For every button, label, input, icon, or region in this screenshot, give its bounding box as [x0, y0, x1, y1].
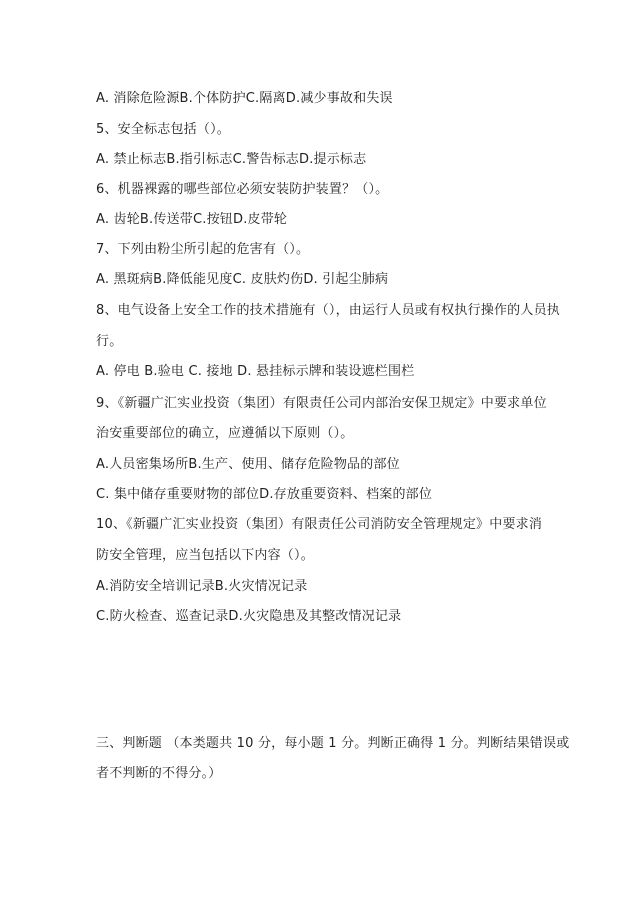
section-heading-true-false: 三、判断题 （本类题共 10 分，每小题 1 分。判断正确得 1 分。判断结果错误或	[96, 736, 570, 751]
question-7: 7、下列由粉尘所引起的危害有（）。	[96, 242, 310, 257]
option-line-q4: A. 消除危险源B.个体防护C.隔离D.减少事故和失误	[96, 91, 393, 106]
question-10-continued: 防安全管理，应当包括以下内容（）。	[96, 548, 314, 563]
question-8-continued: 行。	[96, 334, 123, 349]
option-line-q7: A. 黑斑病B.降低能见度C. 皮肤灼伤D. 引起尘肺病	[96, 272, 389, 287]
question-6: 6、机器裸露的哪些部位必须安装防护装置？（）。	[96, 182, 389, 197]
option-line-q6: A. 齿轮B.传送带C.按钮D.皮带轮	[96, 212, 288, 227]
option-line-q9-b: C. 集中储存重要财物的部位D.存放重要资料、档案的部位	[96, 487, 433, 502]
question-8: 8、电气设备上安全工作的技术措施有（），由运行人员或有权执行操作的人员执	[96, 303, 560, 318]
question-9-continued: 治安重要部位的确立，应遵循以下原则（）。	[96, 426, 354, 441]
option-line-q10-a: A.消防安全培训记录B.火灾情况记录	[96, 579, 308, 594]
question-10: 10、《新疆广汇实业投资（集团）有限责任公司消防安全管理规定》中要求消	[96, 517, 543, 532]
option-line-q9-a: A.人员密集场所B.生产、使用、储存危险物品的部位	[96, 457, 400, 472]
option-line-q10-b: C.防火检查、巡查记录D.火灾隐患及其整改情况记录	[96, 609, 402, 624]
question-9: 9、《新疆广汇实业投资（集团）有限责任公司内部治安保卫规定》中要求单位	[96, 396, 547, 411]
section-heading-continued: 者不判断的不得分。）	[96, 766, 222, 781]
option-line-q8: A. 停电 B.验电 C. 接地 D. 悬挂标示牌和装设遮栏围栏	[96, 364, 415, 379]
option-line-q5: A. 禁止标志B.指引标志C.警告标志D.提示标志	[96, 152, 367, 167]
question-5: 5、安全标志包括（）。	[96, 122, 230, 137]
